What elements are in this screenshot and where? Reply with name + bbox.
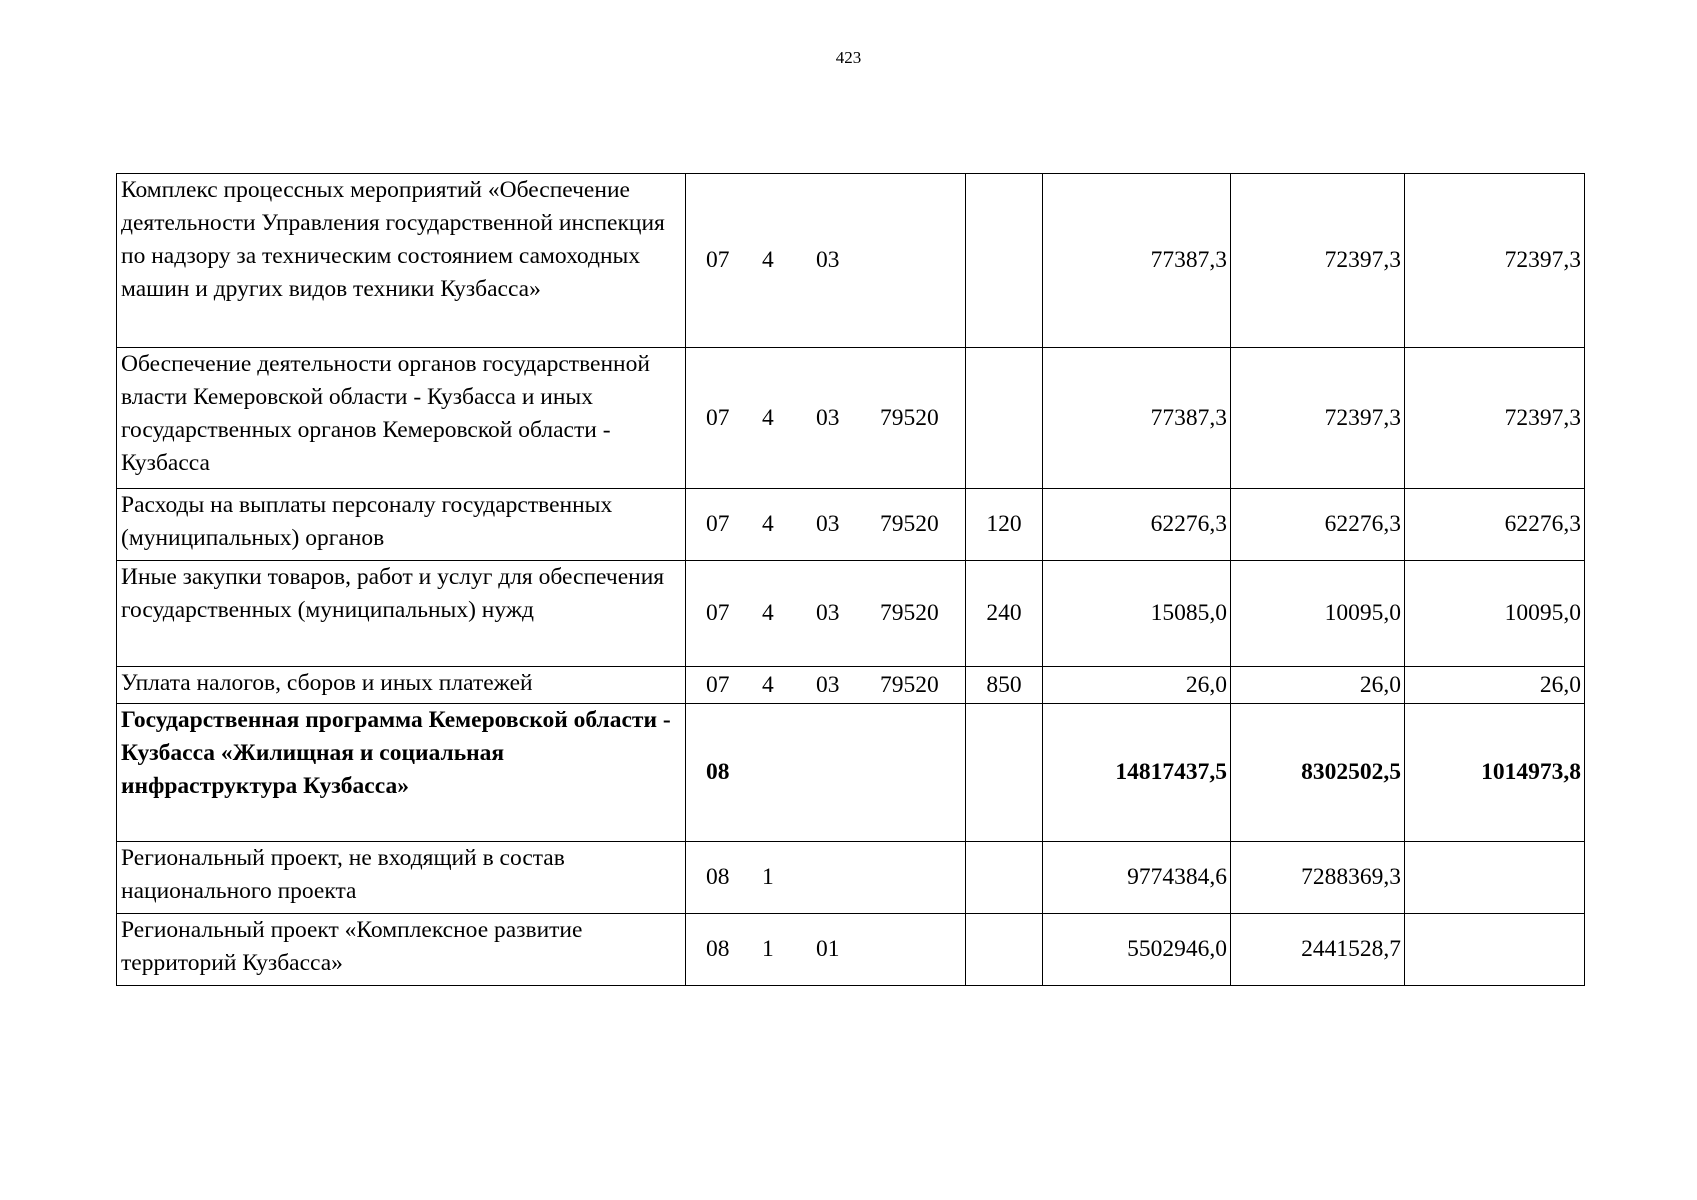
row-codes — [686, 667, 966, 704]
subprogram-code: 1 — [762, 864, 774, 890]
expense-type-code — [966, 842, 1043, 914]
amount-year-2: 10095,0 — [1231, 561, 1405, 667]
amount-year-1: 15085,0 — [1043, 561, 1231, 667]
table-row — [117, 561, 1585, 667]
expense-type-code: 120 — [966, 489, 1043, 561]
expense-type-code — [966, 174, 1043, 348]
amount-year-3 — [1405, 914, 1585, 986]
amount-year-1: 62276,3 — [1043, 489, 1231, 561]
expense-type-code: 850 — [966, 667, 1043, 704]
row-codes — [686, 348, 966, 489]
row-codes — [686, 561, 966, 667]
expense-type-code — [966, 704, 1043, 842]
row-name: Государственная программа Кемеровской области - Кузбасса «Жилищная и социальная инфраструктура Кузбасса» — [117, 704, 686, 842]
amount-year-1: 77387,3 — [1043, 174, 1231, 348]
row-name: Комплекс процессных мероприятий «Обеспечение деятельности Управления государственной инспекция по надзору за техническим состоянием самоходных машин и других видов техники Кузбасса» — [117, 174, 686, 348]
program-code: 08 — [706, 864, 730, 890]
program-code: 07 — [706, 511, 730, 537]
amount-year-3: 72397,3 — [1405, 348, 1585, 489]
table-row — [117, 489, 1585, 561]
table-row — [117, 842, 1585, 914]
program-code: 07 — [706, 671, 730, 698]
expense-type-code — [966, 348, 1043, 489]
row-name: Обеспечение деятельности органов государственной власти Кемеровской области - Кузбасса и иных государственных органов Кемеровской области - Кузбасса — [117, 348, 686, 489]
direction-code: 79520 — [880, 671, 939, 698]
event-code: 03 — [816, 247, 840, 273]
subprogram-code: 4 — [762, 671, 774, 698]
row-name: Уплата налогов, сборов и иных платежей — [117, 667, 686, 704]
row-codes — [686, 842, 966, 914]
amount-year-2: 26,0 — [1231, 667, 1405, 704]
event-code: 03 — [816, 511, 840, 537]
amount-year-3 — [1405, 842, 1585, 914]
amount-year-3: 1014973,8 — [1405, 704, 1585, 842]
amount-year-3: 26,0 — [1405, 667, 1585, 704]
table-row — [117, 914, 1585, 986]
direction-code: 79520 — [880, 511, 939, 537]
subprogram-code: 4 — [762, 247, 774, 273]
program-code: 08 — [706, 759, 730, 785]
table-row — [117, 174, 1585, 348]
amount-year-1: 9774384,6 — [1043, 842, 1231, 914]
amount-year-2: 62276,3 — [1231, 489, 1405, 561]
row-name: Региональный проект «Комплексное развитие территорий Кузбасса» — [117, 914, 686, 986]
program-code: 07 — [706, 247, 730, 273]
row-codes — [686, 914, 966, 986]
amount-year-2: 72397,3 — [1231, 348, 1405, 489]
subprogram-code: 4 — [762, 404, 774, 431]
row-name: Иные закупки товаров, работ и услуг для обеспечения государственных (муниципальных) нужд — [117, 561, 686, 667]
row-name: Расходы на выплаты персоналу государственных (муниципальных) органов — [117, 489, 686, 561]
event-code: 01 — [816, 936, 840, 962]
subprogram-code: 4 — [762, 600, 774, 626]
subprogram-code: 1 — [762, 936, 774, 962]
amount-year-2: 8302502,5 — [1231, 704, 1405, 842]
amount-year-1: 77387,3 — [1043, 348, 1231, 489]
amount-year-3: 10095,0 — [1405, 561, 1585, 667]
event-code: 03 — [816, 404, 840, 431]
table-row — [117, 667, 1585, 704]
amount-year-1: 26,0 — [1043, 667, 1231, 704]
amount-year-3: 72397,3 — [1405, 174, 1585, 348]
row-name: Региональный проект, не входящий в состав национального проекта — [117, 842, 686, 914]
program-code: 08 — [706, 936, 730, 962]
expense-type-code — [966, 914, 1043, 986]
amount-year-1: 5502946,0 — [1043, 914, 1231, 986]
table-row — [117, 348, 1585, 489]
event-code: 03 — [816, 600, 840, 626]
row-codes — [686, 489, 966, 561]
amount-year-2: 72397,3 — [1231, 174, 1405, 348]
amount-year-3: 62276,3 — [1405, 489, 1585, 561]
direction-code: 79520 — [880, 600, 939, 626]
program-code: 07 — [706, 600, 730, 626]
amount-year-2: 2441528,7 — [1231, 914, 1405, 986]
direction-code: 79520 — [880, 404, 939, 431]
program-code: 07 — [706, 404, 730, 431]
row-codes — [686, 174, 966, 348]
amount-year-2: 7288369,3 — [1231, 842, 1405, 914]
budget-table — [116, 173, 1585, 986]
expense-type-code: 240 — [966, 561, 1043, 667]
subprogram-code: 4 — [762, 511, 774, 537]
amount-year-1: 14817437,5 — [1043, 704, 1231, 842]
event-code: 03 — [816, 671, 840, 698]
table-row — [117, 704, 1585, 842]
page-number: 423 — [835, 48, 862, 67]
row-codes — [686, 704, 966, 842]
